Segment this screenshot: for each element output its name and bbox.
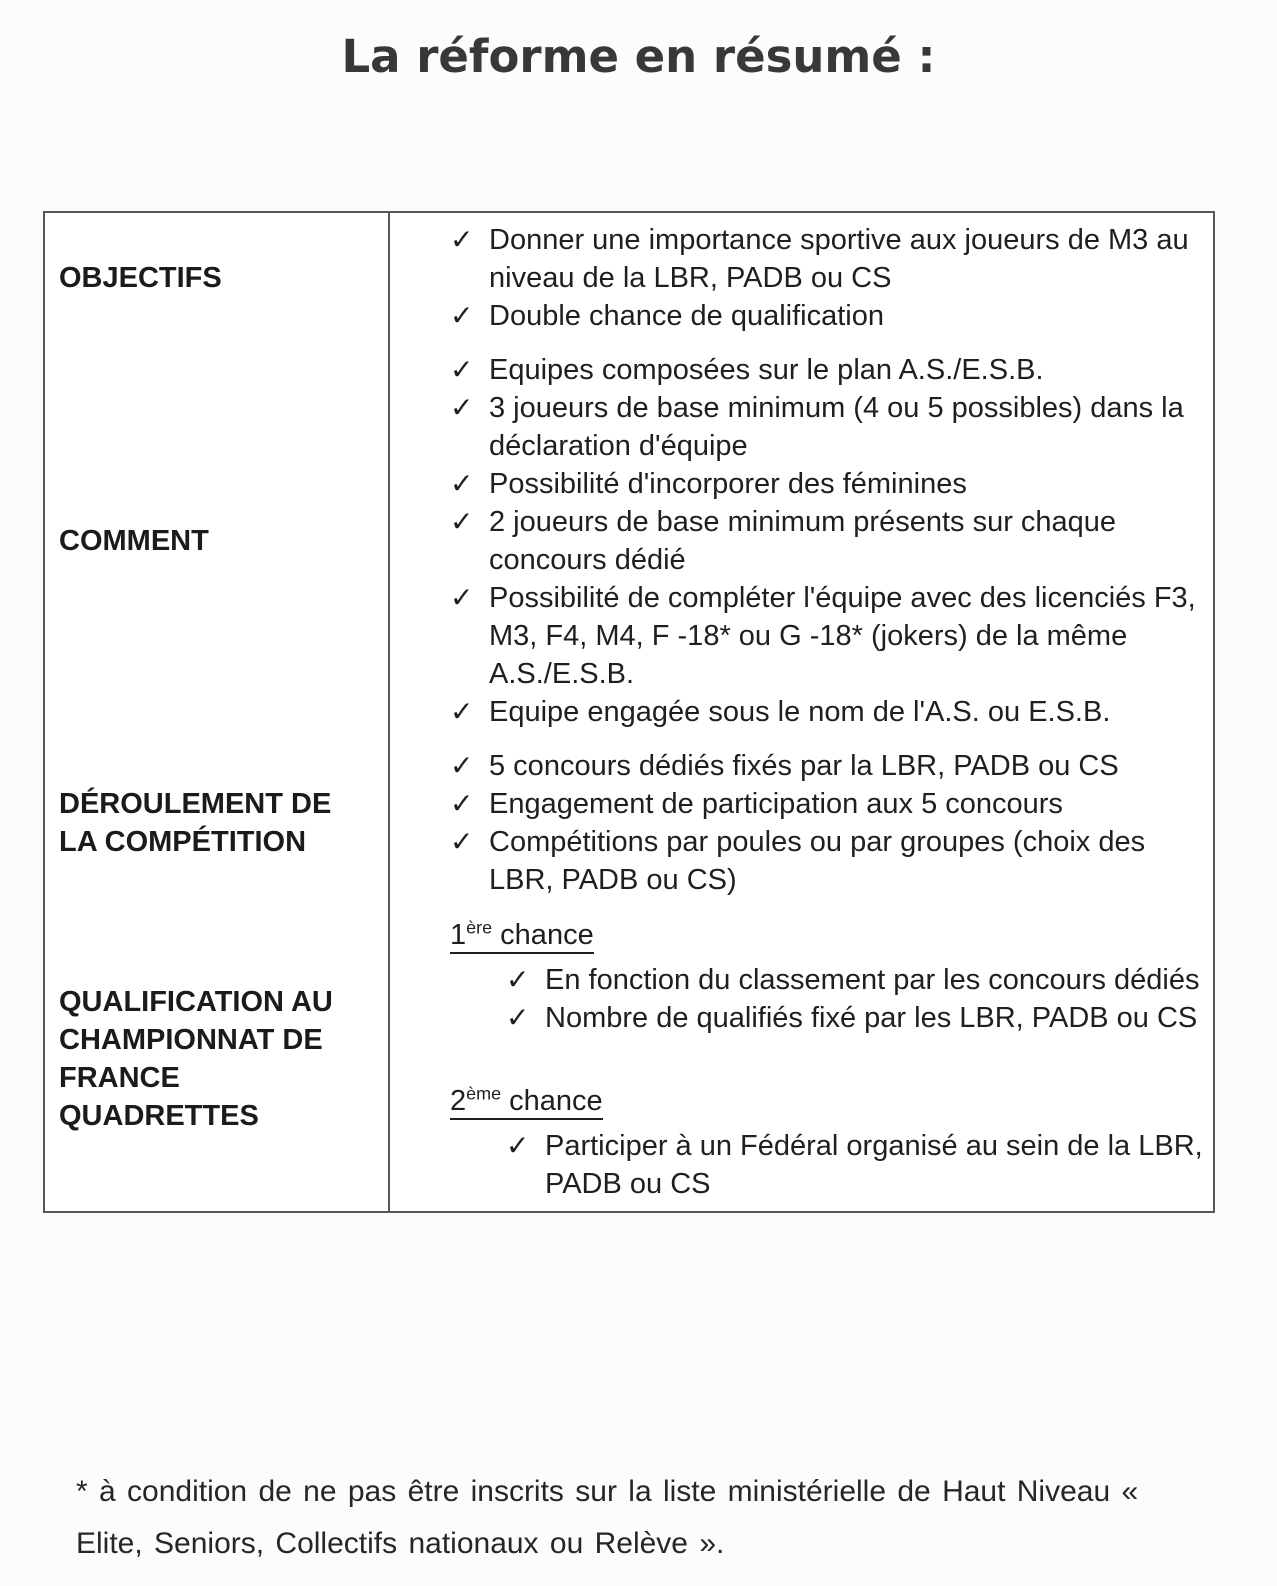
check-icon: ✓: [506, 964, 530, 995]
list-item: [506, 999, 1203, 1037]
list-item: [450, 579, 1203, 693]
check-icon: ✓: [450, 506, 474, 537]
list-item-text: Equipes composées sur le plan A.S./E.S.B.: [489, 354, 1044, 386]
list-item: [450, 785, 1203, 823]
heading-number: 2: [450, 1085, 467, 1117]
list-item-text: Compétitions par poules ou par groupes (choix des LBR, PADB ou CS): [489, 826, 1146, 896]
list-item-text: Possibilité de compléter l'équipe avec des licenciés F3, M3, F4, M4, F -18* ou G -18* (jokers) de la même A.S./E.S.B.: [489, 582, 1196, 690]
check-icon: ✓: [450, 354, 474, 385]
list-item-text: Engagement de participation aux 5 concours: [489, 788, 1063, 820]
section-heading-text: [450, 1085, 603, 1120]
section-heading-text: [450, 919, 594, 954]
list-item-text: Double chance de qualification: [489, 300, 884, 332]
list-item: [450, 503, 1203, 579]
list-item: [450, 747, 1203, 785]
row-label-line: COMMENT: [59, 525, 209, 557]
check-icon: ✓: [450, 750, 474, 781]
section-heading: [450, 915, 1203, 955]
row-label-objectifs: [45, 213, 388, 343]
row-content-objectifs: [388, 213, 1213, 343]
list-item-text: 5 concours dédiés fixés par la LBR, PADB ou CS: [489, 750, 1119, 782]
row-label-line: QUALIFICATION AU: [59, 986, 333, 1018]
summary-table: [43, 211, 1215, 1213]
heading-ordinal-suffix: ème: [466, 1083, 502, 1104]
list-item: [506, 1127, 1203, 1203]
row-label-line: OBJECTIFS: [59, 262, 222, 294]
list-item: [506, 961, 1203, 999]
row-label-line: QUADRETTES: [59, 1100, 259, 1132]
chance-section-1: [450, 915, 1203, 1037]
list-item-text: Possibilité d'incorporer des féminines: [489, 468, 967, 500]
list-item-text: Nombre de qualifiés fixé par les LBR, PADB ou CS: [545, 1002, 1198, 1034]
row-label-qualification: [45, 907, 388, 1211]
list-item: [450, 221, 1203, 297]
list-item: [450, 823, 1203, 899]
list-item-text: 2 joueurs de base minimum présents sur chaque concours dédié: [489, 506, 1117, 576]
list-item-text: Equipe engagée sous le nom de l'A.S. ou E.S.B.: [489, 696, 1111, 728]
list-item: [450, 389, 1203, 465]
row-label-line: CHAMPIONNAT DE: [59, 1024, 323, 1056]
check-icon: ✓: [506, 1002, 530, 1033]
check-icon: ✓: [506, 1130, 530, 1161]
check-icon: ✓: [450, 224, 474, 255]
row-label-line: FRANCE: [59, 1062, 180, 1094]
row-label-line: LA COMPÉTITION: [59, 826, 307, 858]
list-item: [450, 351, 1203, 389]
check-icon: ✓: [450, 392, 474, 423]
heading-rest: chance: [501, 1085, 603, 1117]
heading-number: 1: [450, 919, 467, 951]
list-item-text: Participer à un Fédéral organisé au sein de la LBR, PADB ou CS: [545, 1130, 1203, 1200]
row-label-deroulement: [45, 739, 388, 907]
check-icon: ✓: [450, 468, 474, 499]
check-icon: ✓: [450, 582, 474, 613]
check-icon: ✓: [450, 826, 474, 857]
section-heading: [450, 1081, 1203, 1121]
list-item-text: 3 joueurs de base minimum (4 ou 5 possibles) dans la déclaration d'équipe: [489, 392, 1184, 462]
chance-section-2: [450, 1081, 1203, 1203]
check-icon: ✓: [450, 300, 474, 331]
check-icon: ✓: [450, 788, 474, 819]
heading-ordinal-suffix: ère: [466, 917, 493, 938]
list-item: [450, 297, 1203, 335]
heading-rest: chance: [492, 919, 594, 951]
list-item-text: Donner une importance sportive aux joueurs de M3 au niveau de la LBR, PADB ou CS: [489, 224, 1189, 294]
row-label-line: DÉROULEMENT DE: [59, 788, 332, 820]
list-item: [450, 465, 1203, 503]
footnote: * à condition de ne pas être inscrits sur la liste ministérielle de Haut Niveau « Elite, Seniors, Collectifs nationaux ou Relève ».: [76, 1475, 1139, 1560]
page-title: La réforme en résumé :: [341, 30, 936, 83]
list-item-text: En fonction du classement par les concours dédiés: [545, 964, 1200, 996]
row-content-deroulement: [388, 739, 1213, 907]
row-label-comment: [45, 343, 388, 739]
check-icon: ✓: [450, 696, 474, 727]
row-content-comment: [388, 343, 1213, 739]
row-content-qualification: [388, 907, 1213, 1211]
list-item: [450, 693, 1203, 731]
